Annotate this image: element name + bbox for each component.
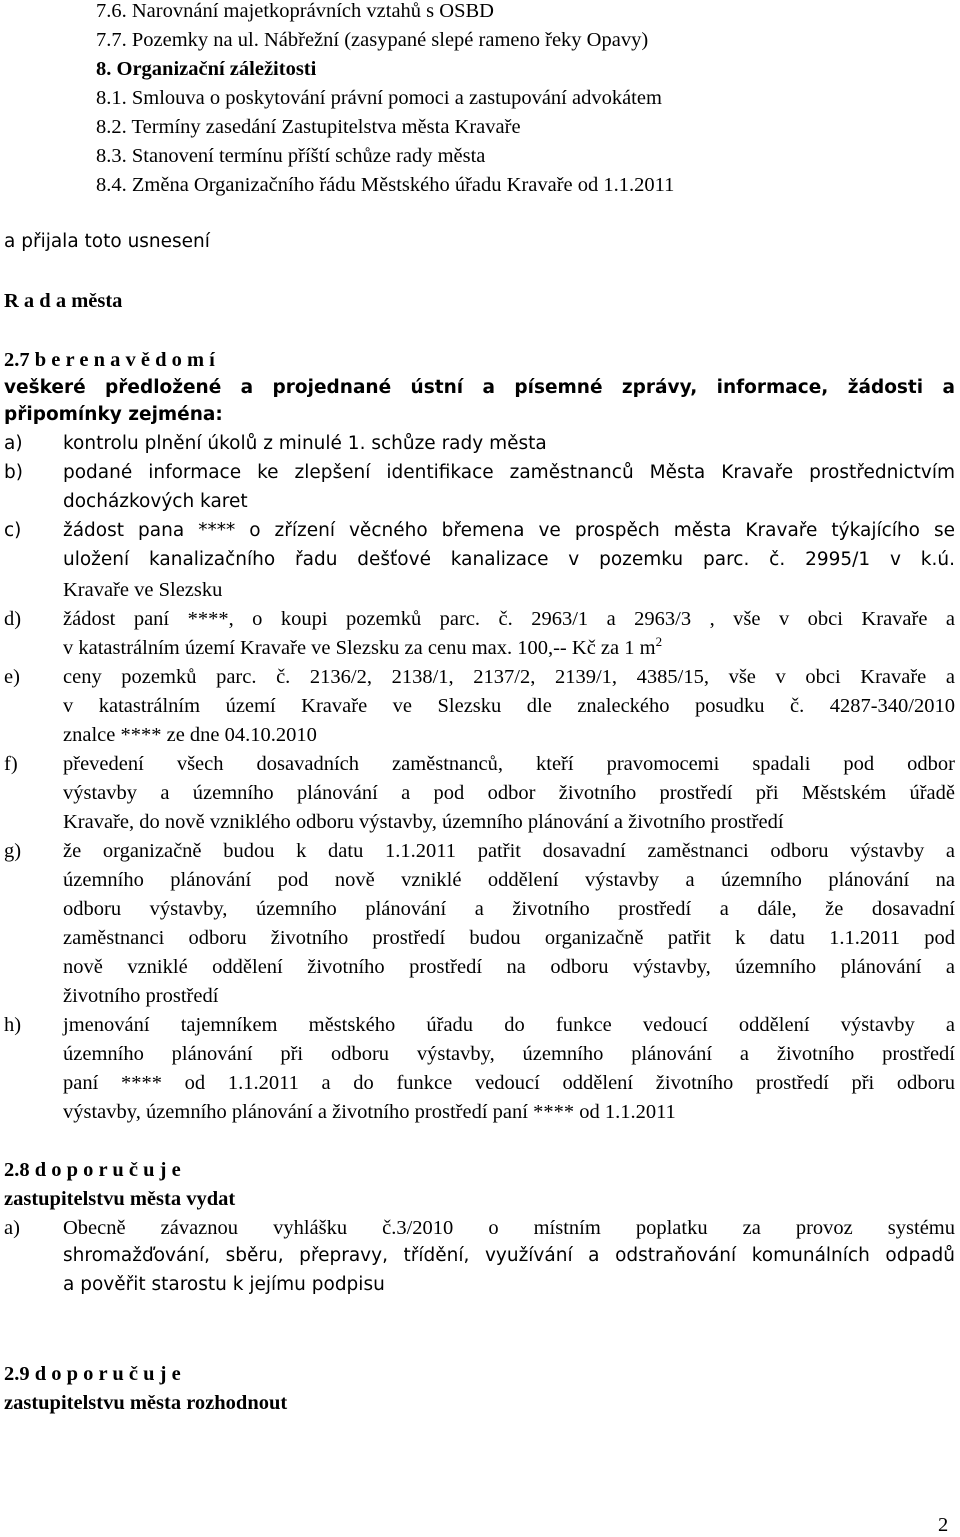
item-label-b: b) xyxy=(4,462,23,483)
agenda-item-7-6: 7.6. Narovnání majetkoprávních vztahů s OSBD xyxy=(96,0,494,22)
item-f-line: Kravaře, do nově vzniklého odboru výstavby, územního plánování a životního prostředí xyxy=(63,811,784,833)
item-e-line: v katastrálním území Kravaře ve Slezsku dle znaleckého posudku č. 4287-340/2010 xyxy=(63,695,955,717)
agenda-item-8-1: 8.1. Smlouva o poskytování právní pomoci a zastupování advokátem xyxy=(96,87,662,109)
section-2-9-heading: 2.9 d o p o r u č u j e xyxy=(4,1363,181,1385)
item-h-line: výstavby, územního plánování a životního prostředí paní **** od 1.1.2011 xyxy=(63,1101,676,1123)
item-c-line: uložení kanalizačního řadu dešťové kanalizace v pozemku parc. č. 2995/1 v k.ú. xyxy=(63,549,955,570)
intro-text: a přijala toto usnesení xyxy=(4,231,210,252)
section-2-8-item-line: shromažďování, sběru, přepravy, třídění, využívání a odstraňování komunálních odpadů xyxy=(63,1245,955,1266)
item-label-e: e) xyxy=(4,666,20,688)
agenda-item-8-2: 8.2. Termíny zasedání Zastupitelstva města Kravaře xyxy=(96,116,521,138)
item-g-line: zaměstnanci odboru životního prostředí budou organizačně patřit k datu 1.1.2011 pod xyxy=(63,927,955,949)
item-g-line: odboru výstavby, územního plánování a životního prostředí a dále, že dosavadní xyxy=(63,898,955,920)
item-d-line: v katastrálním území Kravaře ve Slezsku za cenu max. 100,-- Kč za 1 $m^2$ xyxy=(63,634,663,659)
item-label-f: f) xyxy=(4,753,18,775)
item-b-line: docházkových karet xyxy=(63,491,248,512)
agenda-item-8-4: 8.4. Změna Organizačního řádu Městského úřadu Kravaře od 1.1.2011 xyxy=(96,174,675,196)
item-g-line: životního prostředí xyxy=(63,985,219,1007)
section-2-8-item-line: Obecně závaznou vyhlášku č.3/2010 o místním poplatku za provoz systému xyxy=(63,1217,955,1239)
item-f-line: výstavby a územního plánování a pod odbor životního prostředí při Městském úřadě xyxy=(63,782,955,804)
item-h-line: jmenování tajemníkem městského úřadu do funkce vedoucí oddělení výstavby a xyxy=(63,1014,955,1036)
section-2-7-heading: 2.7 b e r e n a v ě d o m í xyxy=(4,349,215,371)
superscript-2: 2 xyxy=(655,634,663,649)
agenda-item-8-3: 8.3. Stanovení termínu příští schůze rady města xyxy=(96,145,486,167)
item-label-g: g) xyxy=(4,840,22,862)
council-heading: R a d a města xyxy=(4,290,123,312)
item-h-line: územního plánování při odboru výstavby, územního plánování a životního prostředí xyxy=(63,1043,955,1065)
section-2-8-heading: 2.8 d o p o r u č u j e xyxy=(4,1159,181,1181)
page-number: 2 xyxy=(938,1514,949,1536)
section-2-9-subheading: zastupitelstvu města rozhodnout xyxy=(4,1392,288,1414)
item-e-line: ceny pozemků parc. č. 2136/2, 2138/1, 2137/2, 2139/1, 4385/15, vše v obci Kravaře a xyxy=(63,666,955,688)
item-b-line: podané informace ke zlepšení identifikace zaměstnanců Města Kravaře prostřednictvím xyxy=(63,462,955,483)
item-e-line: znalce **** ze dne 04.10.2010 xyxy=(63,724,317,746)
item-g-line: nově vzniklé oddělení životního prostředí na odboru výstavby, územního plánování a xyxy=(63,956,955,978)
agenda-item-8: 8. Organizační záležitosti xyxy=(96,58,317,80)
item-label-d: d) xyxy=(4,608,22,630)
agenda-item-7-7: 7.7. Pozemky na ul. Nábřežní (zasypané slepé rameno řeky Opavy) xyxy=(96,29,649,51)
section-2-8-item-line: a pověřit starostu k jejímu podpisu xyxy=(63,1274,385,1295)
item-g-line: územního plánování pod nově vzniklé oddělení výstavby a územního plánování na xyxy=(63,869,955,891)
item-label-h: h) xyxy=(4,1014,22,1036)
item-c-line: žádost pana **** o zřízení věcného břemena ve prospěch města Kravaře týkajícího se xyxy=(63,520,955,541)
item-label-a: a) xyxy=(4,1217,20,1239)
item-label-c: c) xyxy=(4,520,22,541)
item-d-line: žádost paní ****, o koupi pozemků parc. č. 2963/1 a 2963/3 , vše v obci Kravaře a xyxy=(63,608,955,630)
item-h-line: paní **** od 1.1.2011 a do funkce vedoucí oddělení životního prostředí při odboru xyxy=(63,1072,955,1094)
item-g-line: že organizačně budou k datu 1.1.2011 patřit dosavadní zaměstnanci odboru výstavby a xyxy=(63,840,955,862)
item-a-line: kontrolu plnění úkolů z minulé 1. schůze rady města xyxy=(63,433,547,454)
item-c-line: Kravaře ve Slezsku xyxy=(63,579,223,601)
section-2-7-intro-line: připomínky zejména: xyxy=(4,404,223,425)
item-f-line: převedení všech dosavadních zaměstnanců, kteří pravomocemi spadali pod odbor xyxy=(63,753,955,775)
item-label-a: a) xyxy=(4,433,23,454)
section-2-8-subheading: zastupitelstvu města vydat xyxy=(4,1188,236,1210)
section-2-7-intro-line: veškeré předložené a projednané ústní a písemné zprávy, informace, žádosti a xyxy=(4,377,955,398)
